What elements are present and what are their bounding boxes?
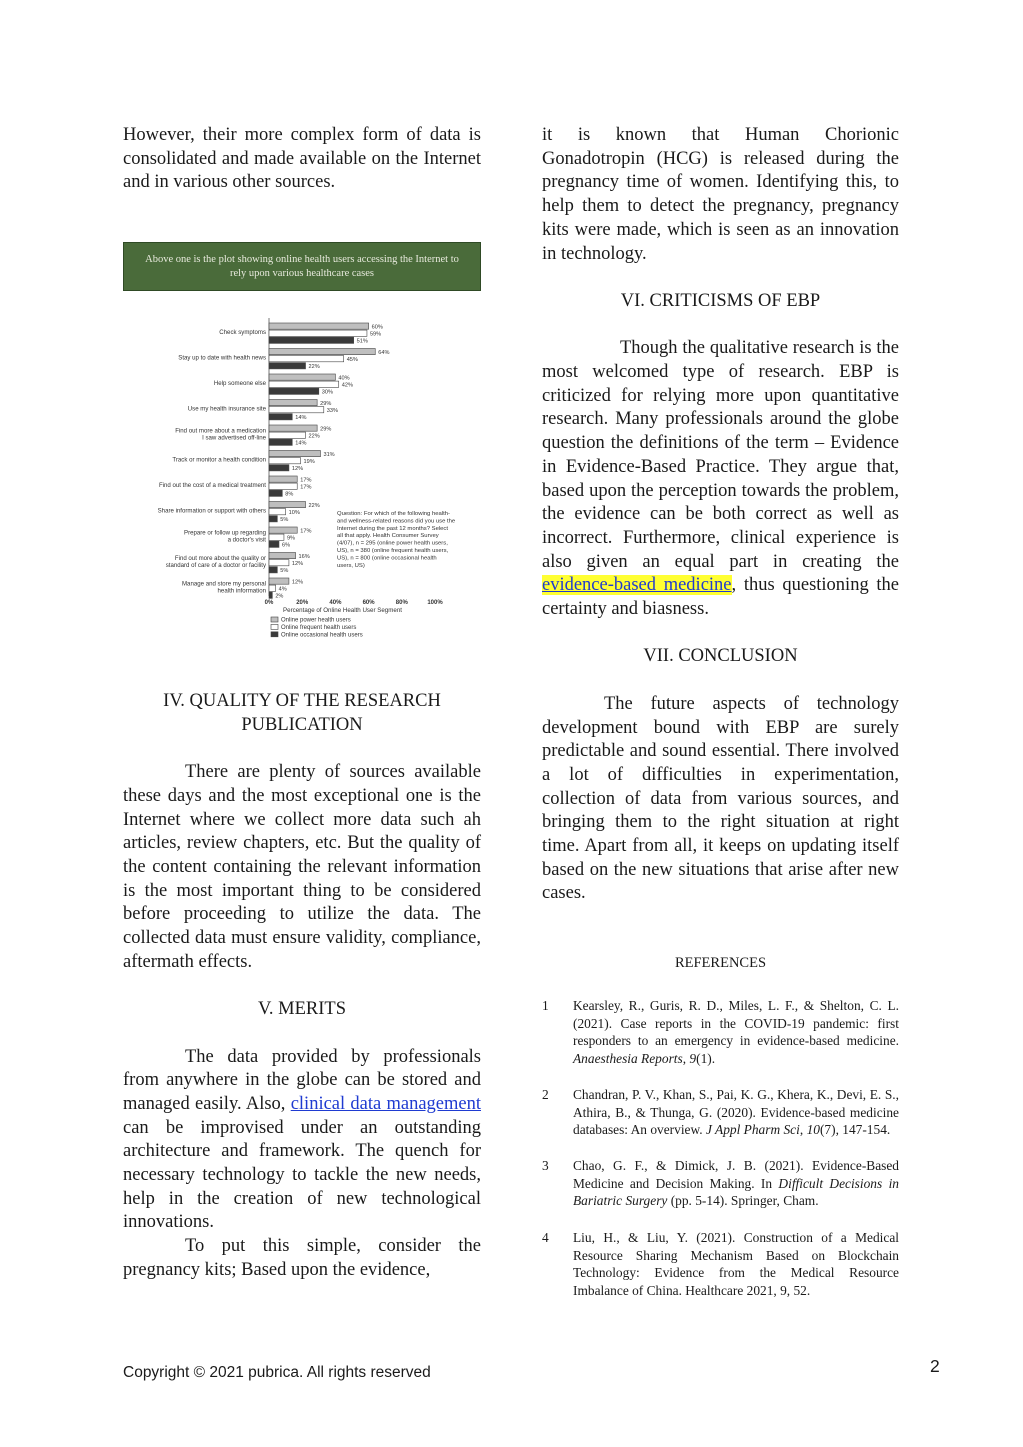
bar xyxy=(269,502,306,508)
section-vii-paragraph: The future aspects of technology development bound with EBP are surely predictable and sound essential. There involved a lot of difficulties in experimentation, collection of data from various sources, and bringing them to the right situation at right time. Apart from all, it keeps on updating itself based on the new situations that arise after new cases. xyxy=(542,693,899,904)
section-iv-heading-line-1: IV. QUALITY OF THE RESEARCH xyxy=(163,691,441,711)
bar xyxy=(269,509,286,515)
chart-annotation-line: and wellness-related reasons did you use the xyxy=(337,518,456,525)
reference-volume: 9 xyxy=(689,1050,697,1066)
chart-annotation-line: all that apply. Health Consumer Survey xyxy=(337,533,439,540)
legend-swatch xyxy=(271,617,278,622)
page-number: 2 xyxy=(930,1356,940,1376)
x-axis-label: Percentage of Online Health User Segment xyxy=(283,607,403,614)
data-label: 16% xyxy=(298,553,310,560)
x-tick-label: 60% xyxy=(362,600,375,606)
bar xyxy=(269,439,292,445)
figure-caption-text: Above one is the plot showing online health users accessing the Internet to rely upon various healthcare cases xyxy=(145,253,459,279)
bar xyxy=(269,465,289,471)
merits-text-before: The data provided by professionals from anywhere in the globe can be stored and managed easily. Also, xyxy=(123,1046,481,1114)
data-label: 30% xyxy=(321,389,334,396)
bar xyxy=(269,349,375,355)
criticisms-text-before: Though the qualitative research is the most welcomed type of research. EBP is criticized for relying more upon quantitative research. Many professionals around the globe question the definitions of the term – Evidence in Evidence-Based Practice. They argue that, based upon the perception towards the problem, the evidence can be both correct as well as incorrect. Furthermore, clinical experience is also given an equal part in creating the xyxy=(542,338,899,572)
chart-annotation-line: US), n = 380 (online frequent health users, xyxy=(337,548,449,554)
data-label: 29% xyxy=(320,426,332,433)
bar xyxy=(269,541,279,547)
copyright-footer: Copyright © 2021 pubrica. All rights reserved xyxy=(123,1364,431,1381)
category-label: a doctor's visit xyxy=(227,536,266,544)
section-vi-paragraph xyxy=(542,337,899,621)
bar xyxy=(269,323,369,329)
bar xyxy=(269,476,297,482)
data-label: 29% xyxy=(320,400,332,407)
data-label: 17% xyxy=(300,528,312,535)
data-label: 2% xyxy=(275,593,284,600)
bar xyxy=(269,592,272,598)
reference-4 xyxy=(542,1229,899,1299)
chart-annotation-line: (4/07), n = 295 (online power health users, xyxy=(337,540,448,547)
data-label: 22% xyxy=(308,433,320,440)
reference-text: Chandran, P. V., Khan, S., Pai, K. G., Khera, K., Devi, E. S., Athira, B., & Thunga, G. (2020). Evidence-based medicine databases: An overview. xyxy=(573,1087,899,1138)
references-title: REFERENCES xyxy=(674,955,767,971)
data-label: 14% xyxy=(295,440,307,447)
reference-volume: 10 xyxy=(806,1122,820,1138)
bar xyxy=(269,527,297,533)
bar xyxy=(269,458,301,464)
category-label: health information xyxy=(217,587,266,595)
chart-annotation-line: users, US) xyxy=(337,562,365,569)
data-label: 33% xyxy=(326,408,338,414)
left-column xyxy=(123,124,481,195)
left-paragraph-1: However, their more complex form of data is consolidated and made available on the Internet and in various other sources. xyxy=(123,125,481,193)
chart-annotation-line: Question: For which of the following health- xyxy=(337,511,450,517)
reference-book: Difficult Decisions in Bariatric Surgery xyxy=(573,1175,899,1209)
bar xyxy=(269,553,296,559)
reference-text: Kearsley, R., Guris, R. D., Miles, L. F., & Shelton, C. L. (2021). Case reports in the COVID-19 pandemic: first responders to an emergency in evidence-based medicine. xyxy=(573,998,899,1049)
category-label: Manage and store my personal xyxy=(181,580,266,588)
reference-text: (pp. 5-14). Springer, Cham. xyxy=(667,1193,819,1209)
bar xyxy=(269,400,317,406)
category-label: Find out more about a medication xyxy=(175,427,266,435)
data-label: 40% xyxy=(338,375,350,382)
bar xyxy=(269,560,289,566)
data-label: 8% xyxy=(285,491,294,498)
bar xyxy=(269,534,284,540)
data-label: 51% xyxy=(356,338,368,345)
reference-number: 4 xyxy=(542,1230,549,1245)
criticisms-text-after: , thus questioning the certainty and biasness. xyxy=(542,575,899,620)
section-vi-heading: VI. CRITICISMS OF EBP xyxy=(620,290,821,311)
data-label: 22% xyxy=(308,364,320,371)
reference-number: 2 xyxy=(542,1087,549,1102)
category-label: Stay up to date with health news xyxy=(178,354,266,362)
reference-text: , xyxy=(799,1122,807,1138)
bar xyxy=(269,337,354,343)
data-label: 59% xyxy=(369,331,382,338)
legend-swatch xyxy=(271,624,278,629)
reference-journal: J Appl Pharm Sci xyxy=(706,1122,800,1138)
chart-annotation-line: US), n = 800 (online occasional health xyxy=(337,555,437,562)
data-label: 64% xyxy=(378,349,390,356)
bar xyxy=(269,374,335,380)
x-tick-label: 100% xyxy=(427,600,443,606)
bar xyxy=(269,490,282,496)
x-tick-label: 20% xyxy=(296,600,309,606)
data-label: 14% xyxy=(295,415,307,422)
data-label: 12% xyxy=(291,466,304,473)
category-label: Share information or support with others xyxy=(157,507,266,515)
section-v-heading: V. MERITS xyxy=(257,999,347,1020)
data-label: 17% xyxy=(300,477,312,484)
category-label: Help someone else xyxy=(213,380,266,387)
section-iv-paragraph: There are plenty of sources available these days and the most exceptional one is the Internet where we collect more data such ah articles, review chapters, etc. But the quality of the content containing the relevant information is the most important thing to be considered before proceeding to utilize the data. The collected data must ensure validity, compliance, aftermath effects. xyxy=(123,762,481,972)
reference-text: Liu, H., & Liu, Y. (2021). Construction of a Medical Resource Sharing Mechanism Based on Blockchain Technology: Evidence from the Medical Resource Imbalance of China. Healthcare 2021, 9, 52. xyxy=(573,1230,899,1298)
data-label: 6% xyxy=(281,542,291,549)
section-v-paragraph xyxy=(123,1046,481,1236)
bar xyxy=(269,567,277,573)
data-label: 42% xyxy=(341,382,353,389)
data-label: 12% xyxy=(291,579,304,586)
figure-caption xyxy=(123,242,481,291)
right-paragraph-1: it is known that Human Chorionic Gonadotropin (HCG) is released during the pregnancy time of women. Identifying this, to help them to detect the pregnancy, pregnancy kits were made, which is seen as an innovation in technology. xyxy=(542,125,899,264)
data-label: 5% xyxy=(280,517,289,524)
reference-number: 1 xyxy=(542,998,549,1013)
section-vii-heading: VII. CONCLUSION xyxy=(643,646,798,667)
bar xyxy=(269,407,324,413)
category-label: Find out more about the quality or xyxy=(174,554,266,562)
category-label: Prepare or follow up regarding xyxy=(184,529,266,537)
category-label: Find out the cost of a medical treatment xyxy=(158,482,266,489)
section-iv xyxy=(123,690,481,1283)
chart-svg xyxy=(123,314,480,642)
reference-text: (7), 147-154. xyxy=(819,1122,891,1138)
legend-label: Online frequent health users xyxy=(281,625,357,631)
bar xyxy=(269,388,319,394)
health-users-chart xyxy=(123,314,480,642)
bar xyxy=(269,356,344,362)
right-column xyxy=(542,124,899,906)
category-label: Track or monitor a health condition xyxy=(172,456,266,464)
reference-number: 3 xyxy=(542,1158,549,1173)
legend-swatch xyxy=(271,632,278,637)
data-label: 17% xyxy=(300,484,312,491)
bar xyxy=(269,578,289,584)
x-tick-label: 80% xyxy=(395,600,408,606)
data-label: 5% xyxy=(280,568,289,575)
category-label: Check symptoms xyxy=(219,329,266,336)
pregnancy-kits-paragraph: To put this simple, consider the pregnancy kits; Based upon the evidence, xyxy=(123,1236,481,1280)
reference-1 xyxy=(542,997,899,1067)
reference-2 xyxy=(542,1086,899,1139)
bar xyxy=(269,363,306,369)
bar xyxy=(269,483,297,489)
bar xyxy=(269,585,276,591)
reference-text: Chao, G. F., & Dimick, J. B. (2021). Evidence-Based Medicine and Decision Making. In xyxy=(573,1158,899,1191)
bar xyxy=(269,330,367,336)
bar xyxy=(269,425,317,431)
data-label: 9% xyxy=(286,535,296,542)
data-label: 31% xyxy=(323,451,335,458)
bar xyxy=(269,451,320,457)
data-label: 10% xyxy=(288,510,300,516)
data-label: 22% xyxy=(308,502,320,509)
bar xyxy=(269,516,277,522)
legend-label: Online occasional health users xyxy=(281,632,363,639)
reference-3 xyxy=(542,1157,899,1210)
data-label: 4% xyxy=(278,586,287,593)
x-tick-label: 0% xyxy=(264,600,274,606)
reference-journal: Anaesthesia Reports xyxy=(573,1050,683,1066)
category-label: I saw advertised off-line xyxy=(202,434,266,442)
reference-text: (1). xyxy=(696,1050,716,1066)
data-label: 60% xyxy=(371,324,383,331)
evidence-based-medicine-link[interactable]: evidence-based medicine xyxy=(542,575,732,596)
section-iv-heading-line-2: PUBLICATION xyxy=(241,714,363,735)
clinical-data-management-link[interactable]: clinical data management xyxy=(290,1093,481,1114)
reference-text: , xyxy=(682,1050,690,1066)
data-label: 19% xyxy=(303,459,315,465)
merits-text-after: can be improvised under an outstanding architecture and framework. The quench for necessary technology to tackle the new needs, help in the creation of new technological innovations. xyxy=(123,1117,481,1233)
legend-label: Online power health users xyxy=(281,617,351,624)
bar xyxy=(269,432,306,438)
category-label: standard of care of a doctor or facility xyxy=(165,562,266,570)
chart-annotation-line: Internet during the past 12 months? Select xyxy=(337,525,449,532)
category-label: Use my health insurance site xyxy=(187,405,266,413)
bar xyxy=(269,414,292,420)
data-label: 45% xyxy=(346,357,358,363)
data-label: 12% xyxy=(291,561,304,567)
x-tick-label: 40% xyxy=(329,600,342,606)
bar xyxy=(269,381,339,387)
